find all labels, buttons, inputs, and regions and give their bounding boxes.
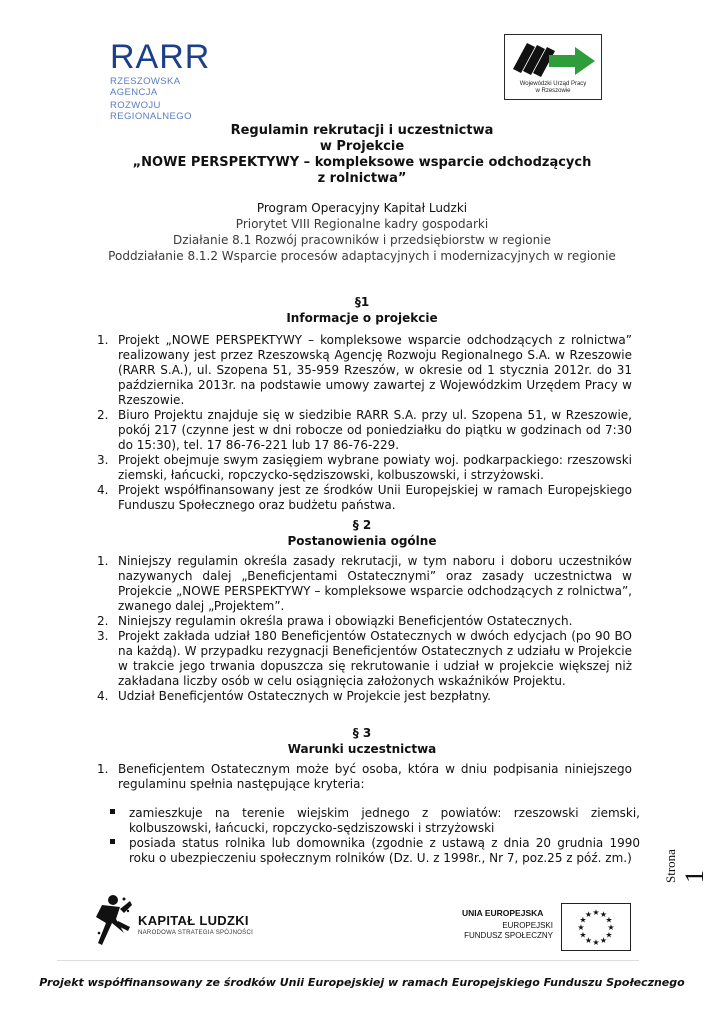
item-number: 1.	[97, 762, 109, 776]
eu-logo-line1: UNIA EUROPEJSKA	[462, 908, 544, 918]
item-text: Projekt obejmuje swym zasięgiem wybrane powiaty woj. podkarpackiego: rzeszowski ziemski, łańcucki, ropczycko-sędziszowski, kolbuszowski, i strzyżowski.	[118, 453, 632, 482]
item-text: Niniejszy regulamin określa zasady rekrutacji, w tym naboru i doboru uczestników nazywanych dalej „Beneficjentami Ostatecznymi” oraz zasady uczestnictwa w Projekcie „NOWE PERSPEKTYWY – kompleksowe wsparcie odchodzących z rolnictwa”, zwanego dalej „Projektem”.	[118, 554, 632, 613]
rarr-logo-line1: RZESZOWSKA AGENCJA	[110, 76, 180, 98]
wup-caption-line2: w Rzeszowie	[535, 88, 571, 94]
bullet-icon	[110, 839, 115, 844]
program-line-4: Poddziałanie 8.1.2 Wsparcie procesów adaptacyjnych i modernizacyjnych w regionie	[108, 249, 616, 263]
list-item	[97, 629, 632, 689]
list-item	[97, 453, 632, 483]
wup-logo	[504, 34, 602, 100]
eu-star-icon: ★	[607, 923, 615, 932]
eu-star-icon: ★	[592, 938, 600, 947]
list-item	[97, 762, 632, 792]
eu-star-icon: ★	[592, 908, 600, 917]
wup-arrow-icon	[509, 37, 597, 81]
program-line-3: Działanie 8.1 Rozwój pracowników i przedsiębiorstw w regionie	[173, 233, 551, 247]
eu-logo-fund	[461, 921, 553, 941]
criteria-item	[129, 806, 640, 836]
eu-star-icon: ★	[584, 935, 593, 945]
item-number: 1.	[97, 554, 109, 568]
list-item	[97, 483, 632, 513]
item-text: Projekt zakłada udział 180 Beneficjentów Ostatecznych w dwóch edycjach (po 90 BO na każdą). W przypadku rezygnacji Beneficjentów Ostatecznych z udziału w Projekcie w trakcie jego trwania dopuszcza się rekrutowanie i udział w projekcie większej niż zakładana liczby osób w celu osiągnięcia założonych wskaźników Projektu.	[118, 629, 632, 688]
title-line-3: „NOWE PERSPEKTYWY – kompleksowe wsparcie odchodzących	[132, 155, 592, 170]
section-3-heading: Warunki uczestnictwa	[287, 742, 437, 756]
eu-logo-line3: FUNDUSZ SPOŁECZNY	[464, 931, 553, 940]
page-number-label: Strona	[663, 849, 678, 883]
item-text: Beneficjentem Ostatecznym może być osoba, która w dniu podpisania niniejszego regulaminu spełnia następujące kryteria:	[118, 762, 632, 791]
eu-star-icon: ★	[579, 930, 587, 940]
kapital-ludzki-tagline: NARODOWA STRATEGIA SPÓJNOŚCI	[138, 930, 254, 936]
item-number: 4.	[97, 483, 109, 497]
bullet-icon	[110, 809, 115, 814]
eu-star-icon: ★	[577, 923, 585, 932]
item-text: Udział Beneficjentów Ostatecznych w Projekcie jest bezpłatny.	[118, 689, 491, 703]
rarr-logo	[110, 40, 220, 122]
item-number: 4.	[97, 689, 109, 703]
eu-logo-line2: EUROPEJSKI	[502, 921, 553, 930]
program-line-2: Priorytet VIII Regionalne kadry gospodarki	[235, 217, 489, 231]
list-item	[97, 614, 632, 629]
kapital-ludzki-logo	[94, 893, 274, 949]
section-2-heading: Postanowienia ogólne	[287, 534, 437, 548]
criteria-text: posiada status rolnika lub domownika (zgodnie z ustawą z dnia 20 grudnia 1990 roku o ubezpieczeniu społecznym rolników (Dz. U. z 1998r., Nr 7, poz.25 z póź. zm.)	[129, 836, 640, 865]
eu-flag	[561, 903, 631, 951]
eu-star-icon: ★	[605, 930, 613, 940]
eu-logo	[455, 903, 635, 953]
wup-caption-line1: Wojewódzki Urząd Pracy	[519, 81, 587, 87]
section-1-number: §1	[354, 295, 370, 309]
list-item	[97, 408, 632, 453]
program-info	[0, 200, 724, 264]
eu-star-icon: ★	[605, 915, 613, 925]
criteria-text: zamieszkuje na terenie wiejskim jednego z powiatów: rzeszowski ziemski, kolbuszowski, łańcucki, ropczycko-sędziszowski i strzyżowski	[129, 806, 640, 835]
kapital-ludzki-figure-icon	[94, 893, 134, 949]
item-number: 2.	[97, 408, 109, 422]
item-number: 2.	[97, 614, 109, 628]
rarr-logo-line2: ROZWOJU REGIONALNEGO	[110, 100, 192, 122]
list-item	[97, 689, 632, 704]
item-text: Niniejszy regulamin określa prawa i obowiązki Beneficjentów Ostatecznych.	[118, 614, 573, 628]
footer-divider	[57, 960, 639, 961]
item-text: Biuro Projektu znajduje się w siedzibie RARR S.A. przy ul. Szopena 51, w Rzeszowie, pokój 217 (czynne jest w dni robocze od poniedziałku do piątku w godzinach od 7:30 do 15:30), tel. 17 86-76-221 lub 17 86-76-229.	[118, 408, 632, 452]
item-number: 1.	[97, 333, 109, 347]
page-number-text	[662, 843, 710, 883]
item-number: 3.	[97, 629, 109, 643]
page-number	[662, 815, 709, 895]
item-text: Projekt „NOWE PERSPEKTYWY – kompleksowe wsparcie odchodzących z rolnictwa” realizowany jest przez Rzeszowską Agencję Rozwoju Regionalnego S.A. w Rzeszowie (RARR S.A.), ul. Szopena 51, 35-959 Rzeszów, w okresie od 1 stycznia 2012r. do 31 października 2013r. na podstawie umowy zawartej z Wojewódzkim Urzędem Pracy w Rzeszowie.	[118, 333, 632, 407]
footer-note: Projekt współfinansowany ze środków Unii Europejskiej w ramach Europejskiego Funduszu Społecznego	[39, 976, 685, 989]
list-item	[97, 554, 632, 614]
kapital-ludzki-name: KAPITAŁ LUDZKI	[138, 913, 249, 928]
title-line-1: Regulamin rekrutacji i uczestnictwa	[230, 123, 494, 138]
section-3-number: § 3	[352, 726, 372, 740]
criteria-list	[129, 806, 640, 866]
section-1-heading: Informacje o projekcie	[286, 311, 438, 325]
eu-star-icon: ★	[584, 910, 593, 920]
eu-star-icon: ★	[599, 935, 608, 945]
section-3-list	[97, 762, 632, 792]
program-line-1: Program Operacyjny Kapitał Ludzki	[256, 201, 468, 215]
title-line-4: z rolnictwa”	[317, 171, 407, 186]
item-text: Projekt współfinansowany jest ze środków Unii Europejskiej w ramach Europejskiego Funduszu Społecznego oraz budżetu państwa.	[118, 483, 632, 512]
eu-star-icon: ★	[599, 910, 608, 920]
item-number: 3.	[97, 453, 109, 467]
eu-star-icon: ★	[579, 915, 587, 925]
section-2-list	[97, 554, 632, 704]
list-item	[97, 333, 632, 408]
page-number-value: 1	[680, 870, 709, 883]
eu-stars-icon	[562, 904, 630, 950]
document-title	[0, 123, 724, 187]
section-2-number: § 2	[352, 518, 372, 532]
criteria-item	[129, 836, 640, 866]
section-1-list	[97, 333, 632, 513]
title-line-2: w Projekcie	[319, 139, 405, 154]
rarr-logo-word: RARR	[110, 38, 211, 76]
